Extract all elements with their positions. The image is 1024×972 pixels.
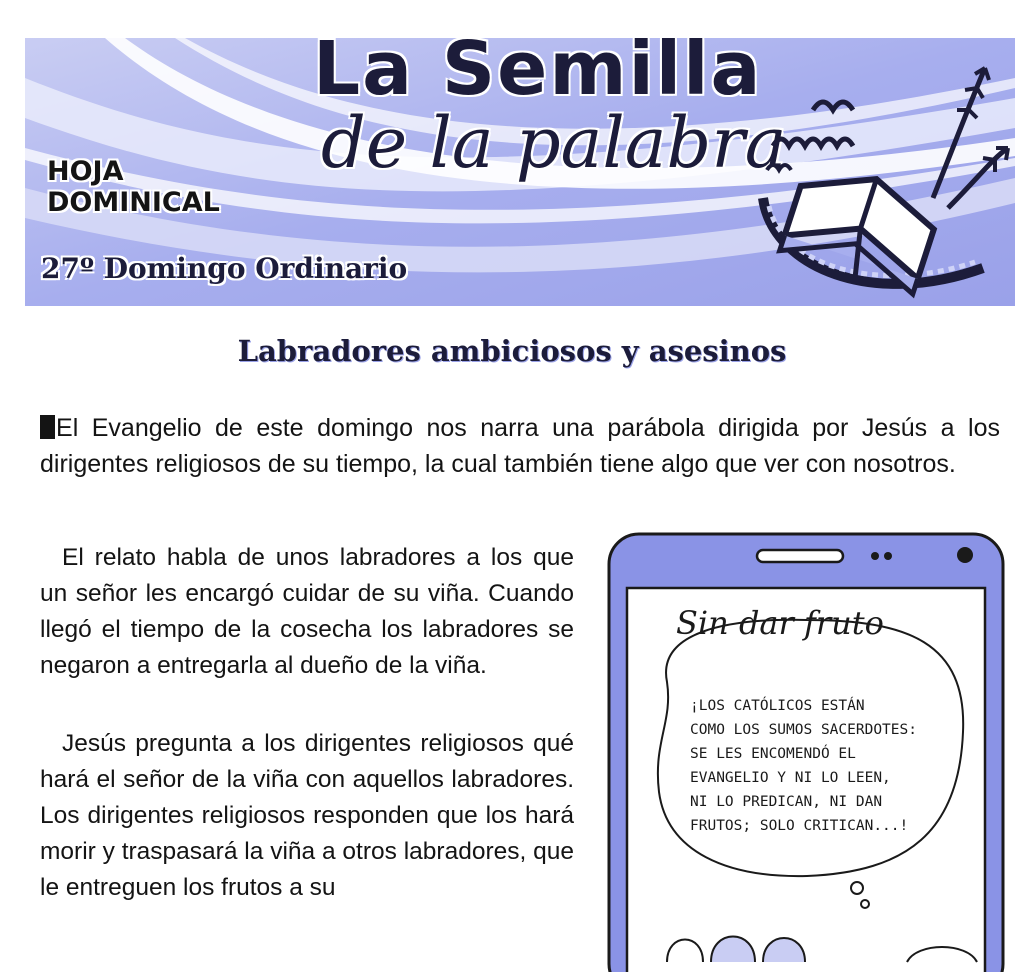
intro-text: l Evangelio de este domingo nos narra una parábola dirigida por Jesús a los dirigentes religiosos de su tiempo, la cual también tiene algo que ver con nosotros. [40, 414, 1000, 478]
masthead-subtitle: de la palabra [321, 102, 787, 184]
paragraph-2: Jesús pregunta a los dirigentes religiosos qué hará el señor de la viña con aquellos labradores. Los dirigentes religiosos responden que los hará morir y traspasará la viña a otros labradores, que le entreguen los frutos a su [40, 730, 574, 901]
masthead-title: La Semilla [313, 38, 763, 112]
header-banner [25, 38, 1015, 306]
kicker-line-2: DOMINICAL [47, 187, 220, 219]
drop-cap [40, 415, 55, 439]
liturgical-date: 27º Domingo Ordinario [41, 252, 408, 285]
speech-bubble-text [690, 694, 970, 838]
camera-icon [957, 547, 973, 563]
speaker-slot [757, 550, 843, 562]
intro-dropcap-letter: E [56, 414, 73, 442]
speech-line-3: SE LES ENCOMENDÓ EL [690, 746, 856, 762]
bible-wheat-logo [753, 48, 1015, 306]
kicker-line-1: HOJA [47, 156, 124, 187]
paragraph-1: El relato habla de unos labradores a los que un señor les encargó cuidar de su viña. Cuando llegó el tiempo de la cosecha los labradores se negaron a entregarla al dueño de la viña. [40, 544, 574, 679]
speech-line-1: ¡LOS CATÓLICOS ESTÁN [690, 698, 865, 714]
speech-line-2: COMO LOS SUMOS SACERDOTES: [690, 722, 917, 738]
article-column [40, 540, 574, 948]
cartoon-title: Sin dar fruto [676, 604, 884, 642]
intro-paragraph [40, 410, 1000, 482]
speech-line-4: EVANGELIO Y NI LO LEEN, [690, 770, 891, 786]
kicker [47, 156, 220, 218]
speech-line-5: NI LO PREDICAN, NI DAN [690, 794, 883, 810]
speech-line-6: FRUTOS; SOLO CRITICAN...! [690, 818, 909, 834]
article-headline: Labradores ambiciosos y asesinos [237, 334, 787, 368]
